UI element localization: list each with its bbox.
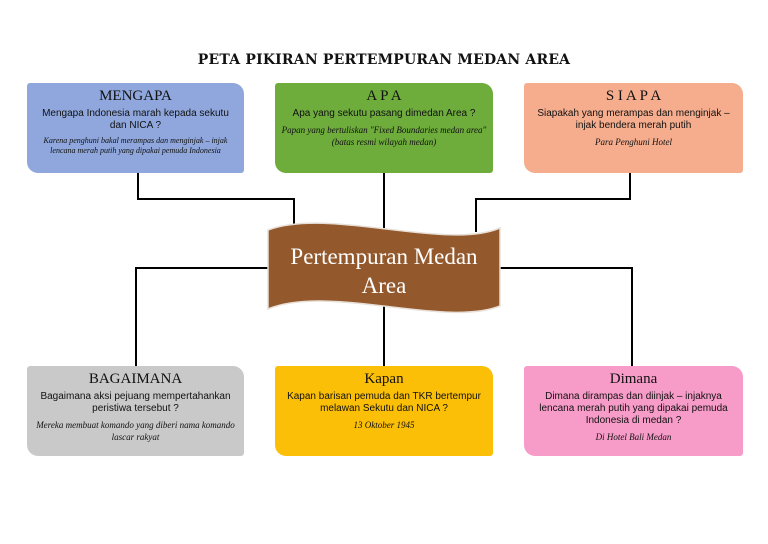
box-question: Dimana dirampas dan diinjak – injaknya lencana merah putih yang dipakai pemuda Indonesia di medan ? <box>539 391 728 426</box>
connector-mengapa <box>138 172 294 232</box>
box-question: Bagaimana aksi pejuang mempertahankan peristiwa tersebut ? <box>40 391 231 414</box>
box-kapan <box>275 366 493 456</box>
box-mengapa <box>27 83 244 173</box>
box-apa <box>275 83 493 173</box>
box-heading: Kapan <box>364 371 404 387</box>
box-heading: Dimana <box>609 371 658 387</box>
box-question: Siapakah yang merampas dan menginjak – injak bendera merah putih <box>537 108 730 131</box>
box-answer: Papan yang bertuliskan "Fixed Boundaries medan area" (batas resmi wilayah medan) <box>281 125 487 147</box>
box-heading: BAGAIMANA <box>88 371 183 387</box>
box-question: Mengapa Indonesia marah kepada sekutu dan NICA ? <box>42 108 229 131</box>
box-answer: 13 Oktober 1945 <box>353 420 415 430</box>
box-answer: Para Penghuni Hotel <box>595 137 672 147</box>
box-answer: Mereka membuat komando yang diberi nama komando lascar rakyat <box>36 420 235 442</box>
connector-siapa <box>476 172 630 232</box>
box-answer: Di Hotel Bali Medan <box>595 432 672 442</box>
box-siapa <box>524 83 743 173</box>
box-bagaimana <box>27 366 244 456</box>
box-question: Kapan barisan pemuda dan TKR bertempur melawan Sekutu dan NICA ? <box>287 391 481 414</box>
connector-dimana <box>500 268 632 366</box>
box-dimana <box>524 366 743 456</box>
box-heading: S I A P A <box>605 88 662 104</box>
box-question: Apa yang sekutu pasang dimedan Area ? <box>292 108 476 119</box>
box-heading: A P A <box>366 88 402 104</box>
center-topic: Pertempuran Medan Area <box>290 244 478 298</box>
box-answer: Karena penghuni bakal merampas dan menginjak – injak lencana merah putih yang dipakai pemuda Indonesia <box>43 136 228 155</box>
page-title: PETA PIKIRAN PERTEMPURAN MEDAN AREA <box>197 52 571 68</box>
box-heading: MENGAPA <box>99 88 172 104</box>
connector-bagaimana <box>136 268 268 366</box>
